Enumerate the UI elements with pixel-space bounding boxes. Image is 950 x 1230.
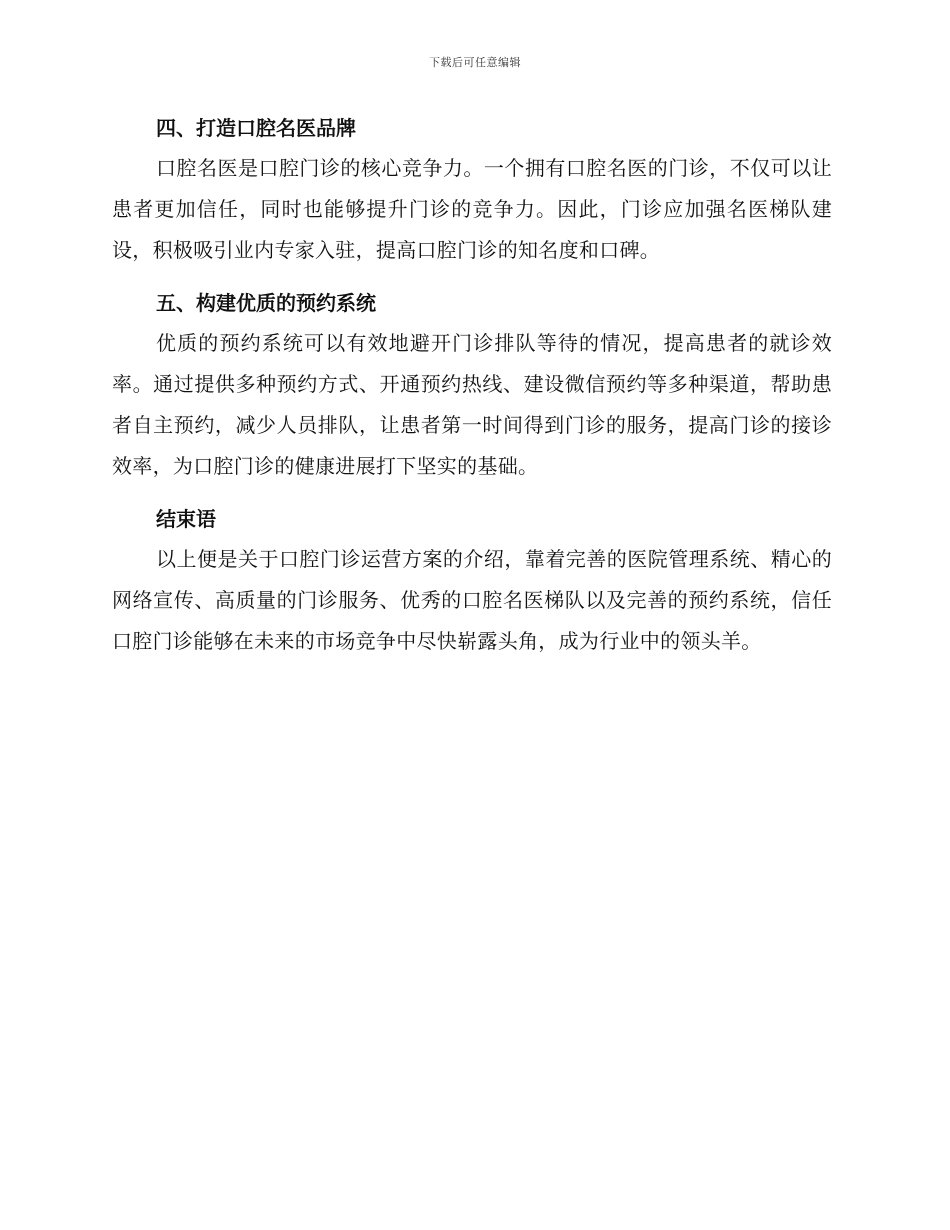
section-heading-booking: 五、构建优质的预约系统 [156,291,376,315]
section-heading-conclusion: 结束语 [156,507,216,531]
section-paragraph-brand: 口腔名医是口腔门诊的核心竞争力。一个拥有口腔名医的门诊，不仅可以让患者更加信任，同时也能够提升门诊的竞争力。因此，门诊应加强名医梯队建设，积极吸引业内专家入驻，提高口腔门诊的知名度和口碑。 [112,156,832,262]
page-header: 下载后可任意编辑 [429,56,521,69]
section-heading-brand: 四、打造口腔名医品牌 [156,116,356,140]
section-paragraph-conclusion: 以上便是关于口腔门诊运营方案的介绍，靠着完善的医院管理系统、精心的网络宣传、高质量的门诊服务、优秀的口腔名医梯队以及完善的预约系统，信任口腔门诊能够在未来的市场竞争中尽快崭露头角，成为行业中的领头羊。 [112,547,832,653]
section-paragraph-booking: 优质的预约系统可以有效地避开门诊排队等待的情况，提高患者的就诊效率。通过提供多种预约方式、开通预约热线、建设微信预约等多种渠道，帮助患者自主预约，减少人员排队，让患者第一时间得到门诊的服务，提高门诊的接诊效率，为口腔门诊的健康进展打下坚实的基础。 [112,331,832,478]
document-body [112,108,832,674]
